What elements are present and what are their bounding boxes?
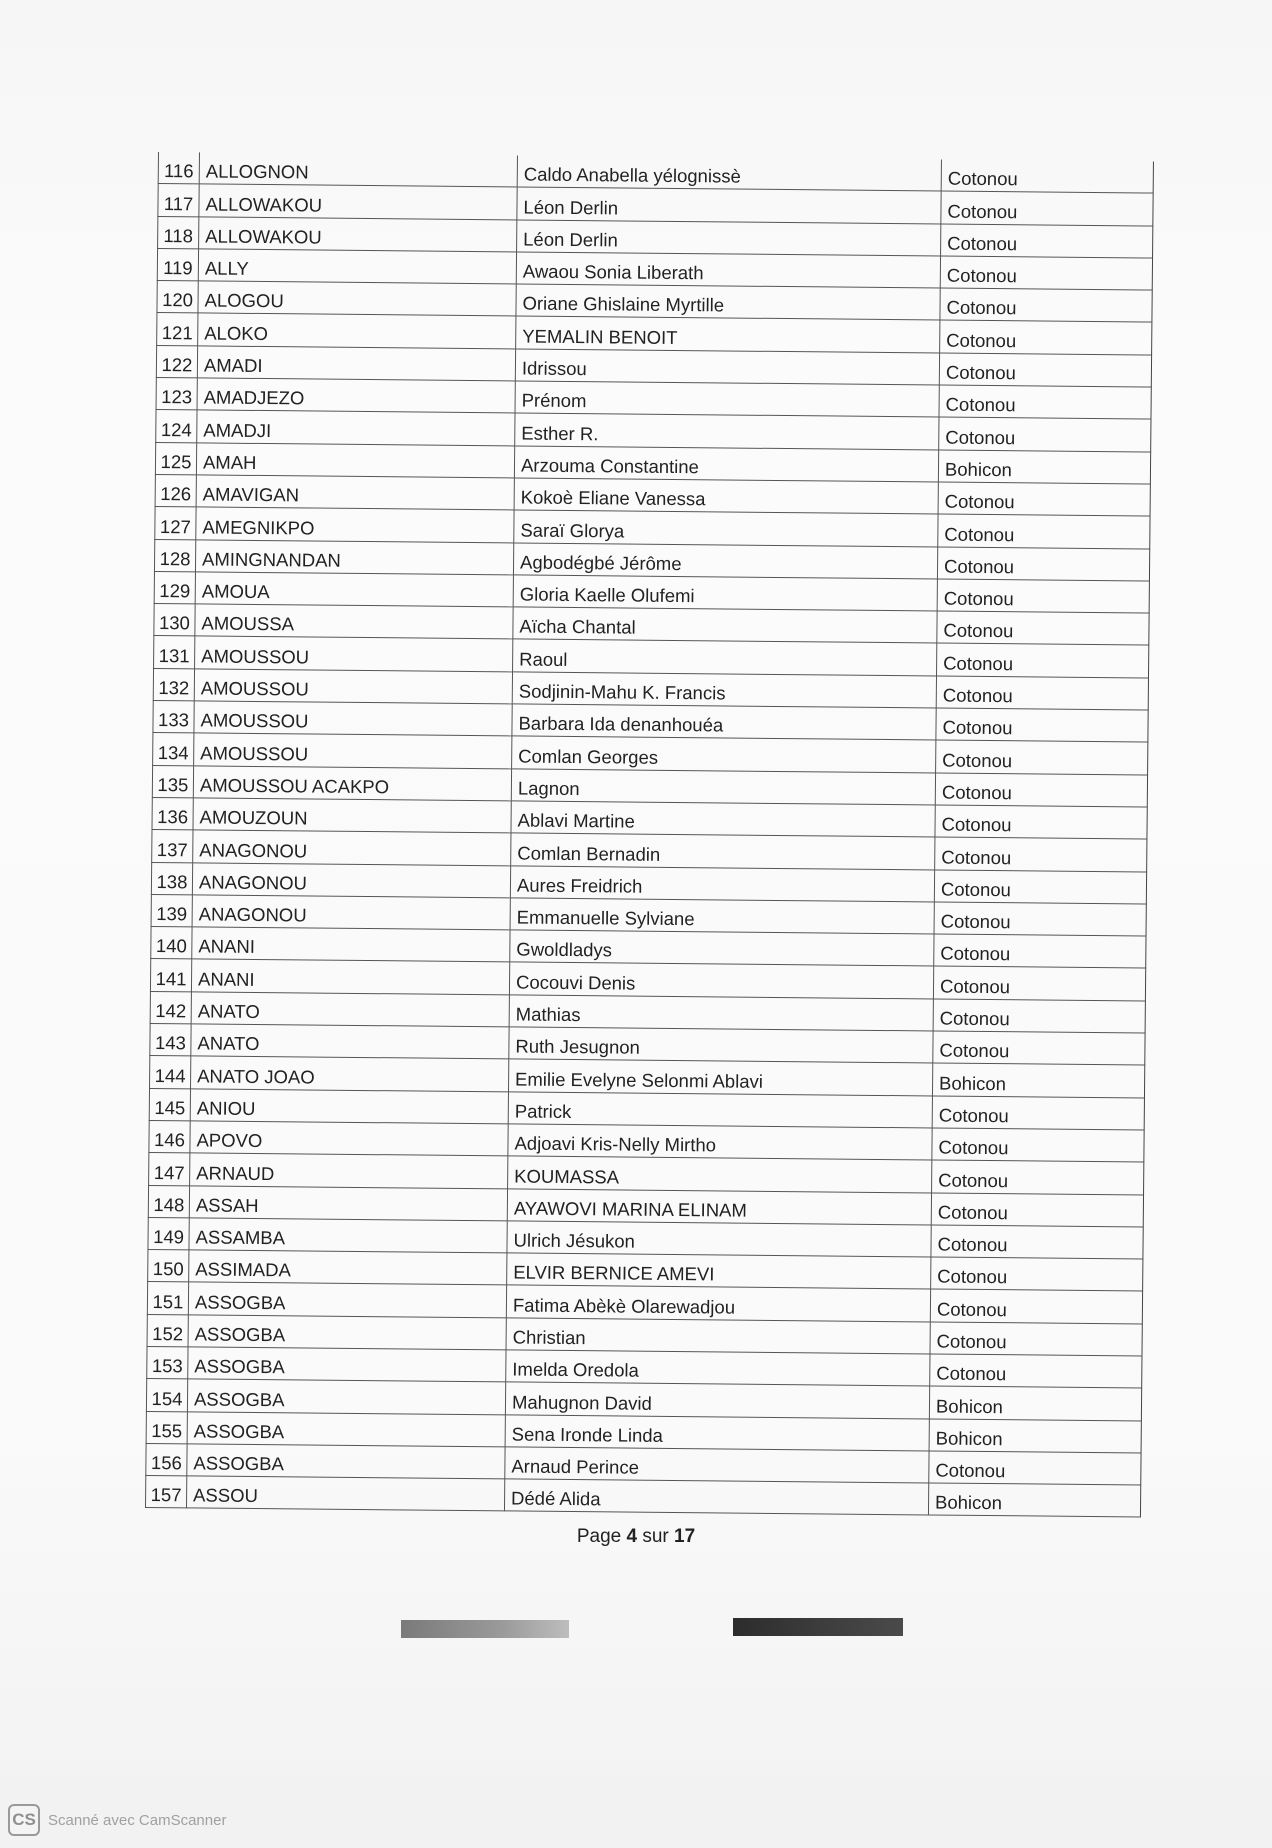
last-name-cell: ASSOGBA — [188, 1347, 506, 1382]
city-cell: Bohicon — [929, 1386, 1141, 1420]
last-name-cell: ANANI — [191, 959, 509, 994]
camscanner-logo-icon: CS — [8, 1804, 40, 1836]
city-cell: Cotonou — [930, 1289, 1142, 1323]
first-name-cell: Awaou Sonia Liberath — [516, 252, 940, 288]
city-cell: Cotonou — [940, 288, 1152, 322]
row-number: 141 — [150, 959, 191, 992]
city-cell: Cotonou — [941, 224, 1153, 258]
city-cell: Cotonou — [935, 805, 1147, 839]
first-name-cell: Kokoè Eliane Vanessa — [514, 478, 938, 514]
last-name-cell: AMOUA — [195, 572, 513, 607]
first-name-cell: Agbodégbé Jérôme — [513, 542, 937, 578]
row-number: 117 — [158, 184, 199, 217]
first-name-cell: Gwoldladys — [510, 930, 934, 966]
last-name-cell: AMADJI — [197, 410, 515, 445]
page-total: 17 — [674, 1526, 696, 1547]
city-cell: Cotonou — [933, 1031, 1145, 1065]
first-name-cell: Esther R. — [515, 413, 939, 449]
row-number: 130 — [154, 604, 195, 637]
last-name-cell: AMINGNANDAN — [195, 539, 513, 574]
city-cell: Cotonou — [935, 837, 1147, 871]
last-name-cell: ASSIMADA — [189, 1250, 507, 1285]
first-name-cell: Léon Derlin — [517, 187, 941, 223]
watermark-text: Scanné avec CamScanner — [48, 1811, 227, 1829]
first-name-cell: Comlan Georges — [512, 736, 936, 772]
city-cell: Cotonou — [931, 1192, 1143, 1226]
last-name-cell: ANIOU — [190, 1088, 508, 1123]
city-cell: Cotonou — [931, 1225, 1143, 1259]
last-name-cell: AMAH — [196, 443, 514, 478]
last-name-cell: ANAGONOU — [192, 862, 510, 897]
row-number: 125 — [155, 442, 196, 475]
row-number: 127 — [155, 507, 196, 540]
city-cell: Cotonou — [930, 1354, 1142, 1388]
first-name-cell: Prénom — [515, 381, 939, 417]
first-name-cell: Adjoavi Kris-Nelly Mirtho — [508, 1124, 932, 1160]
row-number: 150 — [148, 1250, 189, 1283]
last-name-cell: AMAVIGAN — [196, 475, 514, 510]
last-name-cell: ASSOGBA — [187, 1411, 505, 1446]
first-name-cell: Aures Freidrich — [510, 865, 934, 901]
last-name-cell: ANAGONOU — [193, 830, 511, 865]
row-number: 145 — [149, 1088, 190, 1121]
first-name-cell: YEMALIN BENOIT — [516, 316, 940, 352]
first-name-cell: Arnaud Perince — [505, 1447, 929, 1483]
row-number: 119 — [157, 248, 198, 281]
last-name-cell: AMOUSSA — [195, 604, 513, 639]
last-name-cell: ASSOGBA — [187, 1379, 505, 1414]
row-number: 134 — [153, 733, 194, 766]
last-name-cell: AMEGNIKPO — [196, 507, 514, 542]
first-name-cell: Imelda Oredola — [506, 1350, 930, 1386]
city-cell: Cotonou — [936, 676, 1148, 710]
first-name-cell: Ablavi Martine — [511, 801, 935, 837]
city-cell: Cotonou — [940, 320, 1152, 354]
row-number: 118 — [158, 216, 199, 249]
last-name-cell: AMADJEZO — [197, 378, 515, 413]
city-cell: Bohicon — [938, 450, 1150, 484]
last-name-cell: AMADI — [197, 346, 515, 381]
last-name-cell: ANATO — [191, 992, 509, 1027]
city-cell: Cotonou — [932, 1096, 1144, 1130]
row-number: 124 — [156, 410, 197, 443]
row-number: 142 — [150, 991, 191, 1024]
city-cell: Bohicon — [932, 1063, 1144, 1097]
redaction-bar-left — [401, 1620, 569, 1638]
last-name-cell: ALLOGNON — [199, 152, 517, 187]
first-name-cell: Emmanuelle Sylviane — [510, 898, 934, 934]
city-cell: Cotonou — [939, 385, 1151, 419]
last-name-cell: ANATO — [191, 1024, 509, 1059]
city-cell: Cotonou — [934, 870, 1146, 904]
last-name-cell: AMOUSSOU — [194, 669, 512, 704]
last-name-cell: ALLOWAKOU — [199, 216, 517, 251]
city-cell: Cotonou — [929, 1451, 1141, 1485]
city-cell: Cotonou — [932, 1128, 1144, 1162]
row-number: 129 — [154, 571, 195, 604]
row-number: 151 — [147, 1282, 188, 1315]
city-cell: Cotonou — [939, 417, 1151, 451]
city-cell: Cotonou — [936, 740, 1148, 774]
city-cell: Cotonou — [937, 643, 1149, 677]
first-name-cell: ELVIR BERNICE AMEVI — [507, 1253, 931, 1289]
last-name-cell: ASSOGBA — [188, 1282, 506, 1317]
first-name-cell: Comlan Bernadin — [511, 833, 935, 869]
row-number: 153 — [147, 1346, 188, 1379]
row-number: 133 — [153, 701, 194, 734]
page-label-prefix: Page — [576, 1526, 627, 1547]
page-number: 4 — [626, 1526, 638, 1547]
first-name-cell: Caldo Anabella yélognissè — [517, 155, 941, 191]
city-cell: Cotonou — [941, 160, 1153, 194]
last-name-cell: AMOUSSOU — [195, 636, 513, 671]
first-name-cell: Christian — [506, 1318, 930, 1354]
first-name-cell: Mahugnon David — [505, 1382, 929, 1418]
first-name-cell: Ruth Jesugnon — [509, 1027, 933, 1063]
row-number: 138 — [151, 862, 192, 895]
row-number: 121 — [157, 313, 198, 346]
city-cell: Cotonou — [933, 999, 1145, 1033]
first-name-cell: Dédé Alida — [504, 1479, 928, 1515]
last-name-cell: ARNAUD — [190, 1153, 508, 1188]
last-name-cell: APOVO — [190, 1121, 508, 1156]
last-name-cell: ASSOU — [186, 1476, 504, 1511]
row-number: 149 — [148, 1217, 189, 1250]
first-name-cell: Idrissou — [515, 349, 939, 385]
city-cell: Cotonou — [933, 966, 1145, 1000]
city-cell: Bohicon — [929, 1419, 1141, 1453]
city-cell: Cotonou — [937, 579, 1149, 613]
first-name-cell: Emilie Evelyne Selonmi Ablavi — [508, 1059, 932, 1095]
row-number: 152 — [147, 1314, 188, 1347]
first-name-cell: Léon Derlin — [517, 220, 941, 256]
first-name-cell: Aïcha Chantal — [513, 607, 937, 643]
page-footer — [0, 1526, 1272, 1548]
row-number: 135 — [152, 765, 193, 798]
city-cell: Cotonou — [934, 934, 1146, 968]
first-name-cell: Arzouma Constantine — [514, 446, 938, 482]
first-name-cell: Saraï Glorya — [514, 510, 938, 546]
first-name-cell: Raoul — [513, 639, 937, 675]
last-name-cell: ASSAMBA — [189, 1218, 507, 1253]
city-cell: Cotonou — [937, 611, 1149, 645]
first-name-cell: Patrick — [508, 1092, 932, 1128]
first-name-cell: Gloria Kaelle Olufemi — [513, 575, 937, 611]
city-cell: Cotonou — [939, 353, 1151, 387]
city-cell: Cotonou — [931, 1257, 1143, 1291]
first-name-cell: Cocouvi Denis — [509, 962, 933, 998]
row-number: 126 — [155, 474, 196, 507]
redaction-bar-right — [733, 1618, 903, 1636]
first-name-cell: Ulrich Jésukon — [507, 1221, 931, 1257]
city-cell: Cotonou — [941, 191, 1153, 225]
city-cell: Cotonou — [934, 902, 1146, 936]
row-number: 131 — [154, 636, 195, 669]
last-name-cell: ASSOGBA — [187, 1444, 505, 1479]
last-name-cell: AMOUZOUN — [193, 798, 511, 833]
row-number: 144 — [150, 1056, 191, 1089]
last-name-cell: ALOGOU — [198, 281, 516, 316]
city-cell: Cotonou — [937, 547, 1149, 581]
city-cell: Cotonou — [938, 482, 1150, 516]
last-name-cell: AMOUSSOU — [194, 701, 512, 736]
row-number: 140 — [151, 927, 192, 960]
participants-table-wrapper — [145, 152, 1153, 1518]
last-name-cell: ANAGONOU — [192, 895, 510, 930]
city-cell: Cotonou — [938, 514, 1150, 548]
first-name-cell: Barbara Ida denanhouéa — [512, 704, 936, 740]
first-name-cell: Sodjinin-Mahu K. Francis — [512, 672, 936, 708]
city-cell: Cotonou — [935, 773, 1147, 807]
row-number: 128 — [154, 539, 195, 572]
last-name-cell: ASSAH — [189, 1185, 507, 1220]
row-number: 116 — [158, 152, 199, 184]
row-number: 139 — [151, 894, 192, 927]
city-cell: Cotonou — [930, 1322, 1142, 1356]
row-number: 123 — [156, 378, 197, 411]
city-cell: Cotonou — [936, 708, 1148, 742]
row-number: 147 — [149, 1153, 190, 1186]
row-number: 143 — [150, 1023, 191, 1056]
city-cell: Cotonou — [932, 1160, 1144, 1194]
first-name-cell: Lagnon — [511, 769, 935, 805]
last-name-cell: ALOKO — [198, 313, 516, 348]
city-cell: Cotonou — [940, 256, 1152, 290]
last-name-cell: AMOUSSOU ACAKPO — [193, 766, 511, 801]
first-name-cell: Fatima Abèkè Olarewadjou — [506, 1285, 930, 1321]
participants-table — [145, 152, 1154, 1518]
row-number: 156 — [146, 1443, 187, 1476]
row-number: 120 — [157, 281, 198, 314]
camscanner-watermark — [8, 1803, 226, 1837]
last-name-cell: ANATO JOAO — [191, 1056, 509, 1091]
row-number: 157 — [145, 1476, 186, 1509]
last-name-cell: ASSOGBA — [188, 1315, 506, 1350]
first-name-cell: Mathias — [509, 995, 933, 1031]
row-number: 146 — [149, 1120, 190, 1153]
row-number: 155 — [146, 1411, 187, 1444]
first-name-cell: KOUMASSA — [508, 1156, 932, 1192]
row-number: 136 — [152, 797, 193, 830]
first-name-cell: Sena Ironde Linda — [505, 1414, 929, 1450]
first-name-cell: AYAWOVI MARINA ELINAM — [507, 1188, 931, 1224]
last-name-cell: ALLOWAKOU — [199, 184, 517, 219]
last-name-cell: AMOUSSOU — [194, 733, 512, 768]
row-number: 148 — [148, 1185, 189, 1218]
last-name-cell: ANANI — [192, 927, 510, 962]
row-number: 122 — [156, 345, 197, 378]
table-body — [145, 152, 1153, 1517]
city-cell: Bohicon — [928, 1483, 1140, 1517]
row-number: 132 — [153, 668, 194, 701]
page-label-middle: sur — [637, 1526, 675, 1547]
row-number: 154 — [146, 1379, 187, 1412]
first-name-cell: Oriane Ghislaine Myrtille — [516, 284, 940, 320]
row-number: 137 — [152, 830, 193, 863]
last-name-cell: ALLY — [198, 249, 516, 284]
